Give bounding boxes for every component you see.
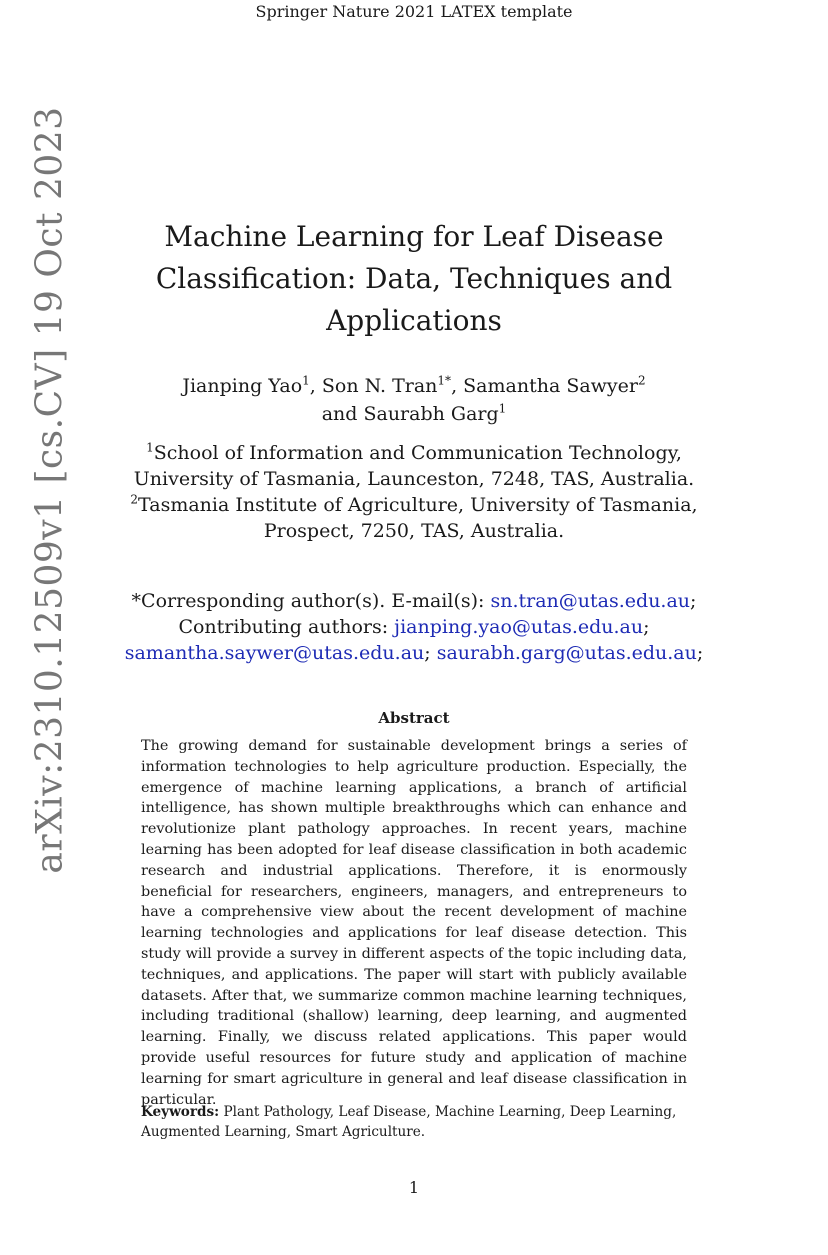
author-mark: 1 bbox=[498, 401, 507, 416]
author-name: Saurabh Garg bbox=[363, 403, 499, 425]
title-line: Machine Learning for Leaf Disease bbox=[164, 220, 664, 253]
affiliation-line bbox=[120, 466, 708, 492]
affiliation-text: School of Information and Communication Technology, bbox=[153, 442, 682, 464]
keywords-label: Keywords: bbox=[141, 1104, 220, 1120]
page-number: 1 bbox=[408, 1178, 420, 1197]
corresponding-line: *Corresponding author(s). E-mail(s): sn.tran@utas.edu.au; bbox=[131, 590, 697, 612]
arxiv-identifier: arXiv:2310.12509v1 [cs.CV] 19 Oct 2023 bbox=[29, 106, 71, 874]
abstract-heading: Abstract bbox=[378, 709, 450, 727]
email-link[interactable]: jianping.yao@utas.edu.au bbox=[394, 616, 644, 638]
affiliations bbox=[120, 440, 708, 544]
author-mark: 1 bbox=[302, 373, 310, 388]
affiliation-text: Prospect, 7250, TAS, Australia. bbox=[263, 520, 565, 542]
title-line: Applications bbox=[326, 304, 502, 337]
contributing-line: Contributing authors: jianping.yao@utas.edu.au; bbox=[178, 616, 650, 638]
abstract-body: The growing demand for sustainable development brings a series of information technologies to help agriculture production. Especially, the emergence of machine learning applications, a branch of artificial intelligence, has shown multiple breakthroughs which can enhance and revolutionize plant pathology approaches. In recent years, machine learning has been adopted for leaf disease classification in both academic research and industrial applications. Therefore, it is enormously beneficial for researchers, engineers, managers, and entrepreneurs to have a comprehensive view about the recent development of machine learning technologies and applications for leaf disease detection. This study will provide a survey in different aspects of the topic including data, techniques, and applications. The paper will start with publicly available datasets. After that, we summarize common machine learning techniques, including traditional (shallow) learning, deep learning, and augmented learning. Finally, we discuss related applications. This paper would provide useful resources for future study and application of machine learning for smart agriculture in general and leaf disease classification in particular. bbox=[141, 738, 687, 1108]
affiliation-line bbox=[120, 440, 708, 466]
author-line-2: and Saurabh Garg$^1$ bbox=[321, 401, 507, 425]
author-name: Son N. Tran bbox=[321, 375, 438, 397]
running-head-text: Springer Nature 2021 LATEX template bbox=[255, 2, 573, 21]
paper-title bbox=[140, 216, 688, 342]
author-name: Jianping Yao bbox=[182, 375, 303, 397]
author-list bbox=[140, 372, 688, 428]
author-line-1: Jianping Yao$^1$, Son N. Tran$^{1*}$, Samantha Sawyer$^2$ bbox=[182, 373, 646, 397]
keywords-text: Plant Pathology, Leaf Disease, Machine Learning, Deep Learning, Augmented Learning, Smart Agriculture. bbox=[141, 1104, 677, 1140]
author-name: Samantha Sawyer bbox=[463, 375, 638, 397]
affiliation-line bbox=[120, 518, 708, 544]
contributing-line: samantha.saywer@utas.edu.au; saurabh.garg@utas.edu.au; bbox=[124, 642, 704, 664]
running-head bbox=[0, 2, 828, 22]
corresponding-label: *Corresponding author(s). E-mail(s): bbox=[131, 590, 485, 612]
contact-info bbox=[120, 588, 708, 666]
author-mark: 2 bbox=[638, 373, 646, 388]
affiliation-mark: 2 bbox=[130, 492, 139, 507]
corresponding-email-link[interactable]: sn.tran@utas.edu.au bbox=[490, 590, 691, 612]
title-line: Classification: Data, Techniques and bbox=[155, 262, 673, 295]
contributing-label: Contributing authors: bbox=[178, 616, 389, 638]
affiliation-line bbox=[120, 492, 708, 518]
email-link[interactable]: saurabh.garg@utas.edu.au bbox=[436, 642, 697, 664]
email-link[interactable]: samantha.saywer@utas.edu.au bbox=[124, 642, 425, 664]
affiliation-text: Tasmania Institute of Agriculture, University of Tasmania, bbox=[138, 494, 698, 516]
affiliation-mark: 1 bbox=[146, 440, 154, 455]
author-mark: 1* bbox=[437, 373, 452, 388]
keywords bbox=[141, 1102, 687, 1142]
affiliation-text: University of Tasmania, Launceston, 7248, TAS, Australia. bbox=[133, 468, 695, 490]
